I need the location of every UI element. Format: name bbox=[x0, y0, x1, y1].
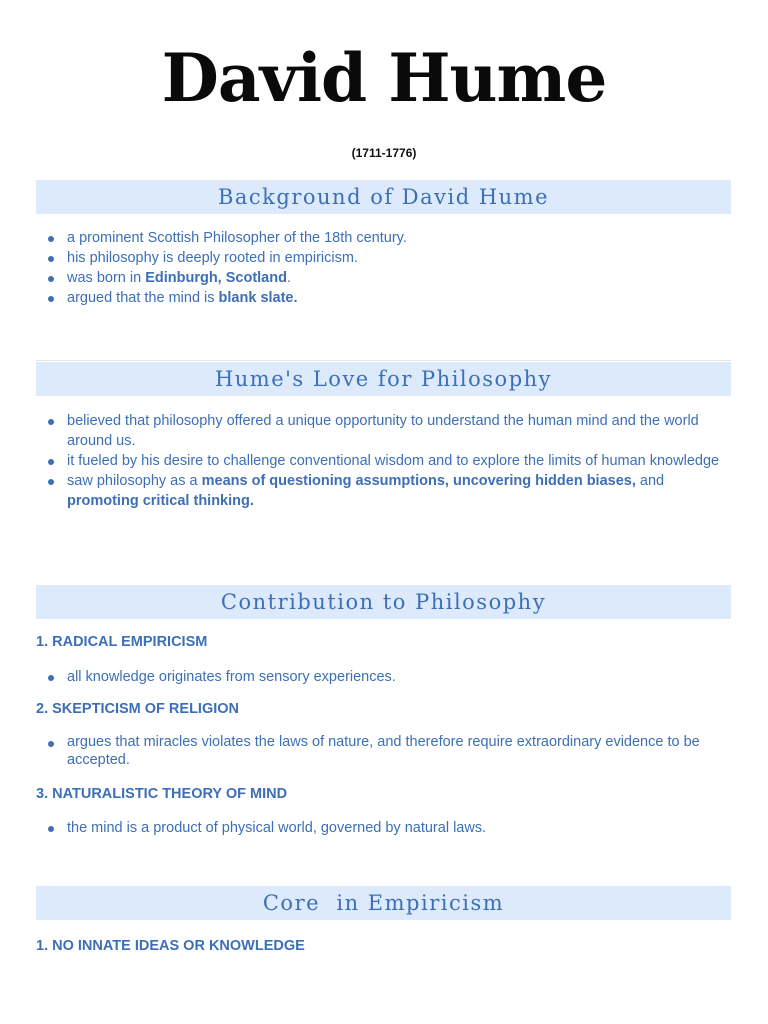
list-item: was born in Edinburgh, Scotland. bbox=[36, 268, 736, 288]
section-heading-text: Hume's Love for Philosophy bbox=[214, 367, 553, 391]
list-item: argues that miracles violates the laws of nature, and therefore require extraordinary evidence to be accepted. bbox=[36, 733, 736, 769]
emphasis-text: promoting critical thinking. bbox=[67, 493, 254, 509]
naturalistic-theory-list bbox=[36, 818, 736, 838]
section-heading-contribution bbox=[36, 585, 731, 619]
emphasis-text: Edinburgh, Scotland bbox=[145, 270, 287, 286]
list-item: a prominent Scottish Philosopher of the 18th century. bbox=[36, 228, 736, 248]
love-list bbox=[36, 411, 731, 511]
page-title: David Hume bbox=[161, 39, 607, 117]
list-item: argued that the mind is blank slate. bbox=[36, 288, 736, 308]
section-divider bbox=[36, 360, 731, 361]
subheading-skepticism-of-religion: 2. SKEPTICISM OF RELIGION bbox=[36, 701, 240, 717]
list-item: it fueled by his desire to challenge conventional wisdom and to explore the limits of human knowledge bbox=[36, 451, 731, 471]
subheading-no-innate-ideas: 1. NO INNATE IDEAS OR KNOWLEDGE bbox=[36, 938, 305, 954]
life-dates: (1711-1776) bbox=[351, 146, 417, 160]
section-heading-background bbox=[36, 180, 731, 214]
skepticism-list bbox=[36, 733, 736, 769]
list-item: his philosophy is deeply rooted in empiricism. bbox=[36, 248, 736, 268]
list-item: the mind is a product of physical world, governed by natural laws. bbox=[36, 818, 736, 838]
list-item: saw philosophy as a means of questioning assumptions, uncovering hidden biases, and promoting critical thinking. bbox=[36, 471, 731, 511]
section-heading-text: Core in Empiricism bbox=[262, 891, 505, 915]
emphasis-text: means of questioning assumptions, uncovering hidden biases, bbox=[201, 473, 636, 489]
section-heading-text: Contribution to Philosophy bbox=[220, 590, 547, 614]
emphasis-text: blank slate. bbox=[218, 290, 298, 306]
list-item: all knowledge originates from sensory experiences. bbox=[36, 667, 736, 687]
radical-empiricism-list bbox=[36, 667, 736, 687]
subheading-naturalistic-theory: 3. NATURALISTIC THEORY OF MIND bbox=[36, 786, 288, 802]
section-heading-core bbox=[36, 886, 731, 920]
section-heading-text: Background of David Hume bbox=[217, 185, 550, 209]
section-heading-love bbox=[36, 362, 731, 396]
background-list bbox=[36, 228, 736, 308]
subheading-radical-empiricism: 1. RADICAL EMPIRICISM bbox=[36, 634, 208, 650]
list-item: believed that philosophy offered a unique opportunity to understand the human mind and the world around us. bbox=[36, 411, 731, 451]
